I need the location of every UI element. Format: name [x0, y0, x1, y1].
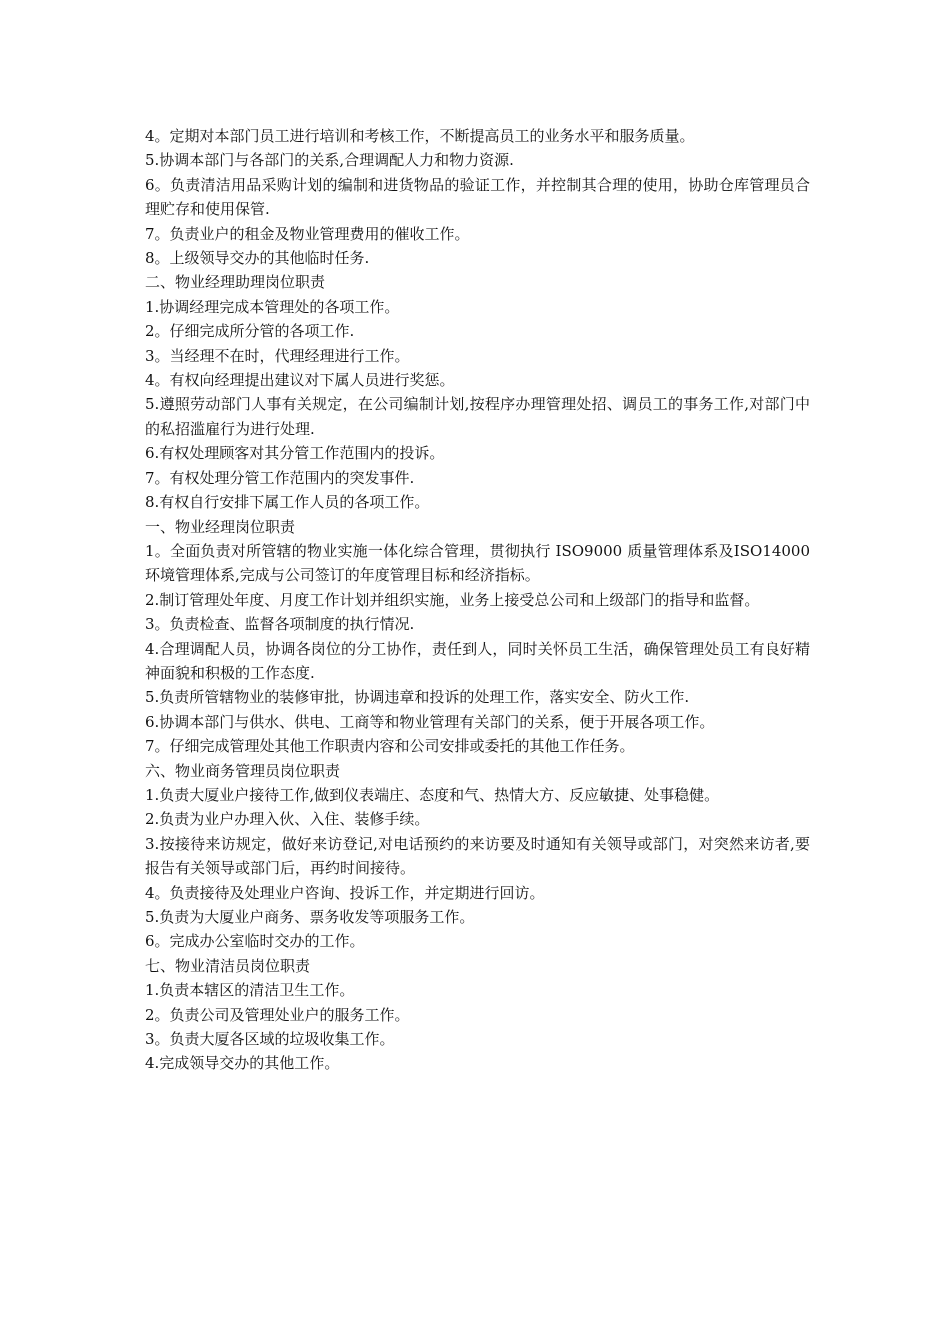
paragraph-line: 1.协调经理完成本管理处的各项工作。	[145, 297, 400, 316]
paragraph-line: 1.负责本辖区的清洁卫生工作。	[145, 981, 355, 1000]
paragraph-line: 6.协调本部门与供水、供电、工商等和物业管理有关部门的关系，便于开展各项工作。	[145, 712, 715, 731]
section-heading: 六、物业商务管理员岗位职责	[145, 761, 341, 780]
paragraph-line: 2。仔细完成所分管的各项工作.	[145, 322, 355, 341]
paragraph-line: 6。负责清洁用品采购计划的编制和进货物品的验证工作，并控制其合理的使用，协助仓库管理员合理贮存和使用保管.	[145, 175, 810, 219]
document-body	[145, 124, 810, 1076]
paragraph-line: 1.负责大厦业户接待工作,做到仪表端庄、态度和气、热情大方、反应敏捷、处事稳健。	[145, 785, 720, 804]
paragraph-line: 8。上级领导交办的其他临时任务.	[145, 249, 370, 268]
paragraph-line: 3。负责大厦各区域的垃圾收集工作。	[145, 1030, 395, 1049]
paragraph-line: 7。仔细完成管理处其他工作职责内容和公司安排或委托的其他工作任务。	[145, 737, 635, 756]
paragraph-line: 6。完成办公室临时交办的工作。	[145, 932, 365, 951]
paragraph-line: 3。负责检查、监督各项制度的执行情况.	[145, 615, 415, 634]
paragraph-line: 7。有权处理分管工作范围内的突发事件.	[145, 468, 415, 487]
section-heading: 一、物业经理岗位职责	[145, 517, 296, 536]
paragraph-line: 2。负责公司及管理处业户的服务工作。	[145, 1005, 410, 1024]
paragraph-line: 4.完成领导交办的其他工作。	[145, 1054, 340, 1073]
paragraph-line: 5.遵照劳动部门人事有关规定，在公司编制计划,按程序办理管理处招、调员工的事务工作,对部门中的私招滥雇行为进行处理.	[145, 395, 810, 438]
paragraph-line: 5.协调本部门与各部门的关系,合理调配人力和物力资源.	[145, 151, 514, 170]
paragraph-line: 4。有权向经理提出建议对下属人员进行奖惩。	[145, 371, 455, 390]
paragraph-line: 4。定期对本部门员工进行培训和考核工作，不断提高员工的业务水平和服务质量。	[145, 127, 695, 145]
paragraph-line: 3。当经理不在时，代理经理进行工作。	[145, 346, 410, 365]
paragraph-line: 3.按接待来访规定，做好来访登记,对电话预约的来访要及时通知有关领导或部门，对突然来访者,要报告有关领导或部门后，再约时间接待。	[145, 834, 810, 878]
paragraph-line: 6.有权处理顾客对其分管工作范围内的投诉。	[145, 444, 445, 463]
paragraph-line: 5.负责所管辖物业的装修审批，协调违章和投诉的处理工作，落实安全、防火工作.	[145, 688, 690, 707]
section-heading: 二、物业经理助理岗位职责	[145, 273, 326, 292]
paragraph-line: 4.合理调配人员，协调各岗位的分工协作，责任到人，同时关怀员工生活，确保管理处员工有良好精神面貌和积极的工作态度.	[145, 639, 810, 682]
section-heading: 七、物业清洁员岗位职责	[145, 956, 311, 975]
paragraph-line: 5.负责为大厦业户商务、票务收发等项服务工作。	[145, 908, 475, 926]
paragraph-line: 8.有权自行安排下属工作人员的各项工作。	[145, 493, 430, 512]
paragraph-line: 2.制订管理处年度、月度工作计划并组织实施，业务上接受总公司和上级部门的指导和监督。	[145, 590, 760, 609]
paragraph-line: 2.负责为业户办理入伙、入住、装修手续。	[145, 810, 430, 829]
paragraph-line: 1。全面负责对所管辖的物业实施一体化综合管理，贯彻执行 ISO9000 质量管理体系及ISO14000 环境管理体系,完成与公司签订的年度管理目标和经济指标。	[145, 541, 810, 585]
paragraph-line: 7。负责业户的租金及物业管理费用的催收工作。	[145, 224, 470, 243]
paragraph-line: 4。负责接待及处理业户咨询、投诉工作，并定期进行回访。	[145, 883, 545, 902]
